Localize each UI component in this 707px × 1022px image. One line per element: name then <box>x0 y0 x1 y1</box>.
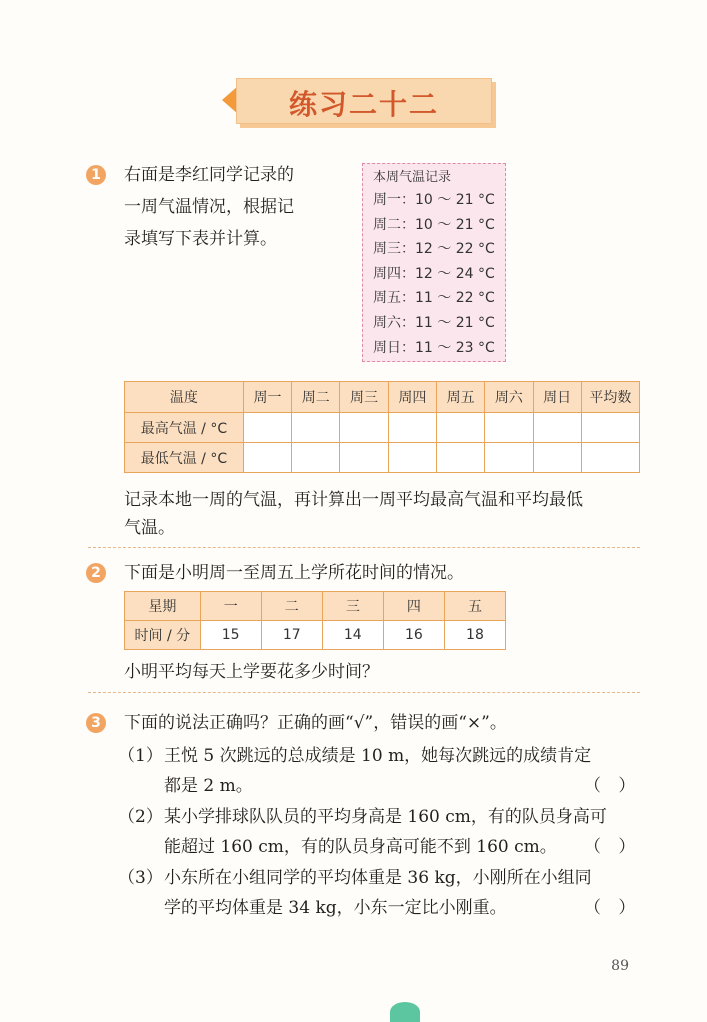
table-cell: 15 <box>200 621 261 650</box>
answer-bracket[interactable]: （ ） <box>584 898 642 918</box>
answer-bracket[interactable]: （ ） <box>584 837 642 857</box>
table-header-cell: 平均数 <box>581 382 639 413</box>
answer-cell[interactable] <box>485 443 533 473</box>
record-line: 周五：11 ～ 22 °C <box>373 290 495 307</box>
answer-cell[interactable] <box>340 413 388 443</box>
table-header-cell: 周日 <box>533 382 581 413</box>
q3-item-label: （1） <box>118 746 163 766</box>
table-header-cell: 三 <box>322 592 383 621</box>
answer-cell[interactable] <box>292 413 340 443</box>
answer-cell[interactable] <box>292 443 340 473</box>
table-cell: 14 <box>322 621 383 650</box>
title-banner <box>236 78 492 124</box>
question-2-badge: 2 <box>86 563 106 583</box>
q1-followup-line-1: 记录本地一周的气温，再计算出一周平均最高气温和平均最低 <box>124 490 583 510</box>
table-header-cell: 温度 <box>125 382 244 413</box>
table-row-label: 时间 / 分 <box>125 621 201 650</box>
table-row-label: 最低气温 / °C <box>125 443 244 473</box>
record-line: 周日：11 ～ 23 °C <box>373 339 495 356</box>
commute-time-table <box>124 591 506 650</box>
table-header-cell: 周六 <box>485 382 533 413</box>
table-header-cell: 二 <box>261 592 322 621</box>
table-header-cell: 一 <box>200 592 261 621</box>
q1-text-line-3: 录填写下表并计算。 <box>124 229 277 249</box>
answer-cell[interactable] <box>436 413 484 443</box>
answer-cell[interactable] <box>533 413 581 443</box>
page-title: 练习二十二 <box>288 88 439 121</box>
table-header-cell: 五 <box>444 592 505 621</box>
section-divider <box>88 692 640 693</box>
q3-item-1-line-2: 都是 2 m。 <box>164 776 253 796</box>
table-header-cell: 周四 <box>388 382 436 413</box>
table-cell: 17 <box>261 621 322 650</box>
record-line: 周六：11 ～ 21 °C <box>373 314 495 331</box>
record-line: 周一：10 ～ 21 °C <box>373 192 495 208</box>
q3-item-label: （2） <box>118 807 163 827</box>
q3-item-1-line-1: 王悦 5 次跳远的总成绩是 10 m，她每次跳远的成绩肯定 <box>164 746 592 766</box>
question-1-badge: 1 <box>86 165 106 185</box>
record-line: 周三：12 ～ 22 °C <box>373 241 495 258</box>
q3-text: 下面的说法正确吗？正确的画“√”，错误的画“×”。 <box>124 713 507 733</box>
table-header-cell: 周二 <box>292 382 340 413</box>
table-header-cell: 周三 <box>340 382 388 413</box>
q3-item-label: （3） <box>118 868 163 888</box>
answer-cell[interactable] <box>243 413 291 443</box>
q1-text-line-1: 右面是李红同学记录的 <box>124 165 294 185</box>
answer-cell[interactable] <box>533 443 581 473</box>
question-3-badge: 3 <box>86 713 106 733</box>
q3-item-3-line-1: 小东所在小组同学的平均体重是 36 kg，小刚所在小组同 <box>164 868 592 888</box>
table-header-cell: 星期 <box>125 592 201 621</box>
section-divider <box>88 547 640 548</box>
q2-question: 小明平均每天上学要花多少时间？ <box>124 662 379 682</box>
q3-item-2-line-1: 某小学排球队队员的平均身高是 160 cm，有的队员身高可 <box>164 807 607 827</box>
answer-cell[interactable] <box>340 443 388 473</box>
answer-cell[interactable] <box>243 443 291 473</box>
table-cell: 16 <box>383 621 444 650</box>
record-line: 周四：12 ～ 24 °C <box>373 265 495 282</box>
table-row-label: 最高气温 / °C <box>125 413 244 443</box>
table-cell: 18 <box>444 621 505 650</box>
answer-cell[interactable] <box>581 443 639 473</box>
table-header-cell: 四 <box>383 592 444 621</box>
q2-text: 下面是小明周一至周五上学所花时间的情况。 <box>124 563 464 583</box>
record-line: 周二：10 ～ 21 °C <box>373 216 495 233</box>
temperature-table <box>124 381 640 473</box>
q1-text-line-2: 一周气温情况，根据记 <box>124 197 294 217</box>
page-number: 89 <box>611 958 629 974</box>
page-corner-decoration <box>390 1002 420 1022</box>
answer-cell[interactable] <box>485 413 533 443</box>
q3-item-2-line-2: 能超过 160 cm，有的队员身高可能不到 160 cm。 <box>164 837 557 857</box>
temperature-record-box <box>362 163 506 362</box>
table-header-cell: 周五 <box>436 382 484 413</box>
answer-cell[interactable] <box>388 413 436 443</box>
q1-followup-line-2: 气温。 <box>124 518 175 538</box>
answer-cell[interactable] <box>388 443 436 473</box>
answer-cell[interactable] <box>436 443 484 473</box>
table-header-cell: 周一 <box>243 382 291 413</box>
record-title: 本周气温记录 <box>373 170 452 185</box>
answer-bracket[interactable]: （ ） <box>584 776 642 796</box>
q3-item-3-line-2: 学的平均体重是 34 kg，小东一定比小刚重。 <box>164 898 507 918</box>
answer-cell[interactable] <box>581 413 639 443</box>
